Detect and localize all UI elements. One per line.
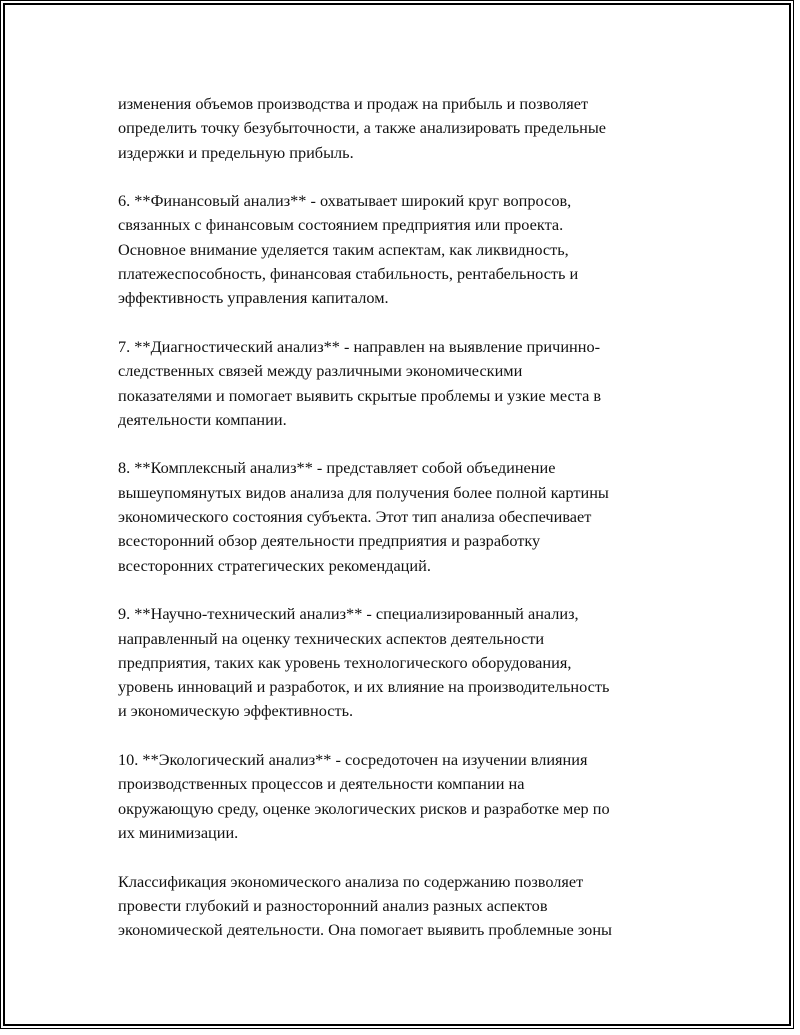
text-line: направленный на оценку технических аспектов деятельности xyxy=(118,628,545,648)
paragraph-intro-continuation xyxy=(118,92,690,165)
text-line: изменения объемов производства и продаж на прибыль и позволяет xyxy=(118,94,589,113)
paragraph-complex-analysis xyxy=(118,456,690,577)
text-line: вышеупомянутых видов анализа для получения более полной картины xyxy=(118,482,609,502)
text-line: определить точку безубыточности, а также анализировать предельные xyxy=(118,118,606,138)
text-line: провести глубокий и разносторонний анализ разных аспектов xyxy=(118,895,548,915)
text-line: Классификация экономического анализа по содержанию позволяет xyxy=(118,871,584,891)
paragraph-classification-summary xyxy=(118,870,690,943)
text-line: окружающую среду, оценке экологических рисков и разработке мер по xyxy=(118,798,610,818)
paragraph-scientific-technical-analysis xyxy=(118,602,690,723)
text-line: показателями и помогает выявить скрытые проблемы и узкие места в xyxy=(118,385,602,405)
text-line: их минимизации. xyxy=(118,822,239,842)
text-line: связанных с финансовым состоянием предприятия или проекта. xyxy=(118,215,564,235)
paragraph-ecological-analysis xyxy=(118,748,690,845)
text-line: 10. **Экологический анализ** - сосредоточен на изучении влияния xyxy=(118,750,588,770)
paragraph-financial-analysis xyxy=(118,189,690,310)
text-line: Основное внимание уделяется таким аспектам, как ликвидность, xyxy=(118,239,569,259)
text-line: уровень инноваций и разработок, и их влияние на производительность xyxy=(118,677,610,697)
text-line: издержки и предельную прибыль. xyxy=(118,142,354,162)
text-line: экономического состояния субъекта. Этот тип анализа обеспечивает xyxy=(118,507,592,527)
text-line: 8. **Комплексный анализ** - представляет собой объединение xyxy=(118,458,556,478)
document-body xyxy=(118,92,690,967)
paragraph-diagnostic-analysis xyxy=(118,335,690,432)
text-line: следственных связей между различными экономическими xyxy=(118,361,523,381)
text-line: эффективность управления капиталом. xyxy=(118,288,389,308)
text-line: 7. **Диагностический анализ** - направлен на выявление причинно- xyxy=(118,336,601,356)
text-line: экономической деятельности. Она помогает выявить проблемные зоны xyxy=(118,920,612,940)
text-line: производственных процессов и деятельности компании на xyxy=(118,774,525,794)
text-line: предприятия, таких как уровень технологического оборудования, xyxy=(118,652,572,672)
text-line: и экономическую эффективность. xyxy=(118,701,354,721)
text-line: 9. **Научно-технический анализ** - специализированный анализ, xyxy=(118,604,579,624)
text-line: всесторонний обзор деятельности предприятия и разработку xyxy=(118,531,541,551)
text-line: деятельности компании. xyxy=(118,409,287,429)
text-line: всесторонних стратегических рекомендаций. xyxy=(118,555,431,575)
text-line: 6. **Финансовый анализ** - охватывает широкий круг вопросов, xyxy=(118,191,572,211)
text-line: платежеспособность, финансовая стабильность, рентабельность и xyxy=(118,264,579,284)
